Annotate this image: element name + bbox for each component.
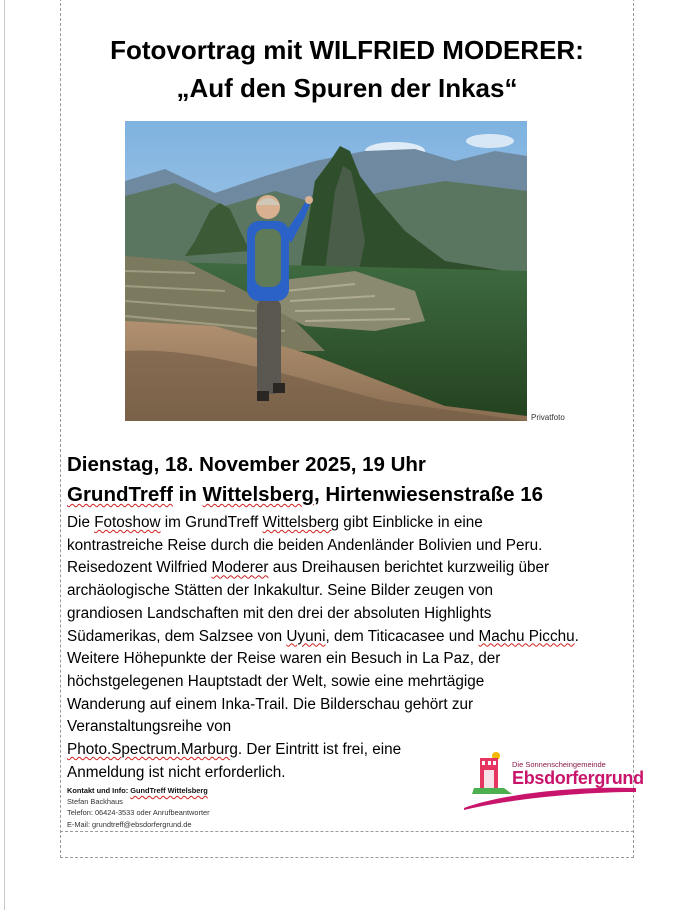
text-run: .: [574, 627, 579, 645]
description-line: grandiosen Landschaften mit den drei der absoluten Highlights: [67, 604, 492, 622]
description-line: kontrastreiche Reise durch die beiden Andenländer Bolivien und Peru.: [67, 536, 543, 554]
venue-name: GrundTreff: [67, 483, 173, 506]
description-line: [67, 557, 637, 580]
text-run: Südamerikas, dem Salzsee von: [67, 627, 287, 645]
text-run: Kontakt und Info:: [67, 786, 131, 795]
event-description: [67, 512, 637, 784]
description-line: Wanderung auf einem Inka-Trail. Die Bilderschau gehört zur: [67, 695, 474, 713]
description-line: archäologische Stätten der Inkakultur. Seine Bilder zeugen von: [67, 582, 494, 600]
venue-town: Wittelsberg: [202, 483, 314, 506]
description-line: [67, 626, 637, 649]
photo-credit: Privatfoto: [531, 413, 565, 422]
event-date: Dienstag, 18. November 2025, 19 Uhr: [67, 453, 426, 476]
description-line: Weitere Höhepunkte der Reise waren ein Besuch in La Paz, der: [67, 650, 501, 668]
description-line: [67, 512, 637, 535]
text-run: Wittelsberg: [262, 514, 340, 531]
text-run: GundTreff Wittelsberg: [130, 786, 208, 795]
ebsdorfergrund-logo: [462, 750, 644, 814]
document-left-rule: [4, 0, 5, 910]
title-line-2: „Auf den Spuren der Inkas“: [176, 73, 518, 103]
text-run: gibt Einblicke in eine: [339, 514, 483, 531]
contact-heading: [67, 785, 210, 796]
description-line: Veranstaltungsreihe von: [67, 718, 232, 736]
contact-email: E-Mail: grundtreff@ebsdorfergrund.de: [67, 819, 192, 829]
contact-name: Stefan Backhaus: [67, 797, 123, 807]
machu-picchu-photo: [125, 121, 527, 421]
text-run: , dem Titicacasee und: [325, 627, 479, 645]
contact-block: [67, 785, 210, 830]
text-run: im GrundTreff: [160, 514, 263, 531]
photo-illustration: [125, 121, 527, 421]
contact-phone: Telefon: 06424-3533 oder Anrufbeantworter: [67, 808, 210, 818]
description-line: höchstgelegenen Hauptstadt der Welt, sowie eine mehrtägige: [67, 672, 485, 690]
text-run: Die: [67, 514, 95, 531]
logo-tagline: Die Sonnenscheingemeinde: [512, 760, 606, 769]
text-run: aus Dreihausen berichtet kurzweilig über: [268, 559, 550, 577]
venue-connector: in: [172, 483, 203, 506]
logo-name: Ebsdorfergrund: [512, 768, 644, 788]
text-run: Fotoshow: [94, 514, 161, 531]
text-run: . Der Eintritt ist frei, eine: [237, 741, 402, 759]
title-line-1: Fotovortrag mit WILFRIED MODERER:: [110, 35, 584, 65]
description-line: Anmeldung ist nicht erforderlich.: [67, 763, 286, 781]
text-run: Reisedozent Wilfried: [67, 559, 212, 577]
text-run: Machu Picchu: [478, 627, 575, 645]
text-run: Photo.Spectrum.Marburg: [67, 741, 238, 759]
text-run: Uyuni: [286, 627, 326, 645]
text-run: Moderer: [211, 559, 269, 577]
footer-boundary: [60, 831, 634, 832]
event-location: [67, 481, 543, 509]
venue-street: , Hirtenwiesenstraße 16: [313, 483, 543, 506]
